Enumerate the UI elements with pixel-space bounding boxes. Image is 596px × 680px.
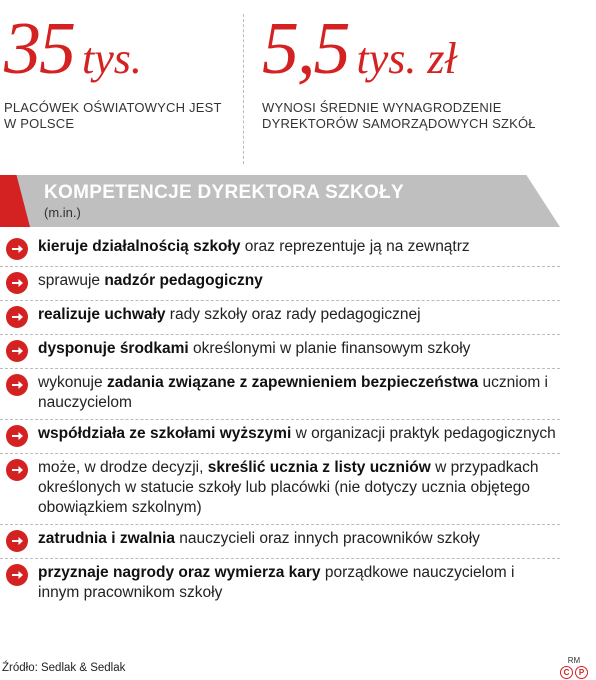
stat-number: 35 bbox=[4, 8, 74, 90]
list-item-text bbox=[38, 305, 560, 325]
emphasis-text: zadania związane z zapewnieniem bezpieczeństwa bbox=[106, 374, 479, 391]
arrow-right-circle-icon bbox=[6, 530, 28, 552]
arrow-right-circle-icon bbox=[6, 425, 28, 447]
list-item-text bbox=[38, 424, 560, 444]
arrow-right-circle-icon bbox=[6, 238, 28, 260]
footer bbox=[0, 656, 596, 680]
p-icon: P bbox=[575, 666, 588, 679]
stat-big-value bbox=[262, 8, 592, 90]
list-item-text bbox=[38, 339, 560, 359]
plain-text: porządkowe nauczycielom i innym pracownikom szkoły bbox=[38, 564, 515, 601]
plain-text: oraz reprezentuje ją na zewnątrz bbox=[240, 238, 470, 255]
badge-label: RM bbox=[567, 656, 581, 665]
stats-panel bbox=[0, 0, 596, 170]
arrow-right-circle-icon bbox=[6, 340, 28, 362]
section-header bbox=[0, 175, 596, 227]
badge-circles bbox=[560, 666, 588, 679]
stat-big-value bbox=[4, 8, 234, 90]
competence-list bbox=[0, 233, 560, 609]
rm-badge bbox=[560, 656, 588, 679]
stat-unit: tys. bbox=[82, 34, 142, 83]
list-item-text bbox=[38, 458, 560, 518]
plain-text: w organizacji praktyk pedagogicznych bbox=[291, 425, 556, 442]
plain-text: uczniom i nauczycielom bbox=[38, 374, 548, 411]
list-item bbox=[0, 559, 560, 609]
list-item-text bbox=[38, 529, 560, 549]
plain-text: rady szkoły oraz rady pedagogicznej bbox=[165, 306, 421, 323]
section-subtitle: (m.in.) bbox=[44, 205, 81, 220]
plain-text: wykonuje bbox=[38, 374, 107, 391]
list-item-text bbox=[38, 271, 560, 291]
list-item bbox=[0, 267, 560, 301]
list-item-text bbox=[38, 237, 560, 257]
list-item bbox=[0, 233, 560, 267]
stat-description: WYNOSI ŚREDNIE WYNAGRODZENIE DYREKTORÓW SAMORZĄDOWYCH SZKÓŁ bbox=[262, 100, 536, 131]
stat-institutions bbox=[4, 8, 234, 132]
arrow-right-circle-icon bbox=[6, 272, 28, 294]
arrow-right-circle-icon bbox=[6, 564, 28, 586]
section-title: KOMPETENCJE DYREKTORA SZKOŁY bbox=[44, 182, 404, 203]
stat-salary bbox=[262, 8, 592, 132]
plain-text: określonymi w planie finansowym szkoły bbox=[188, 340, 471, 357]
list-item bbox=[0, 301, 560, 335]
emphasis-text: kieruje działalnością szkoły bbox=[38, 238, 241, 255]
list-item-text bbox=[38, 373, 560, 413]
emphasis-text: przyznaje nagrody oraz wymierza kary bbox=[38, 564, 321, 581]
list-item bbox=[0, 525, 560, 559]
emphasis-text: nadzór pedagogiczny bbox=[104, 272, 263, 289]
list-item-text bbox=[38, 563, 560, 603]
emphasis-text: zatrudnia i zwalnia bbox=[38, 530, 175, 547]
source-note: Źródło: Sedlak & Sedlak bbox=[2, 662, 126, 674]
stat-number: 5,5 bbox=[262, 8, 349, 90]
list-item bbox=[0, 454, 560, 525]
stats-divider bbox=[243, 14, 244, 164]
copyright-icon: C bbox=[560, 666, 573, 679]
list-item bbox=[0, 420, 560, 454]
emphasis-text: skreślić ucznia z listy uczniów bbox=[207, 459, 431, 476]
plain-text: nauczycieli oraz innych pracowników szkoły bbox=[174, 530, 480, 547]
emphasis-text: dysponuje środkami bbox=[38, 340, 189, 357]
arrow-right-circle-icon bbox=[6, 306, 28, 328]
stat-unit: tys. zł bbox=[356, 34, 457, 83]
arrow-right-circle-icon bbox=[6, 459, 28, 481]
arrow-right-circle-icon bbox=[6, 374, 28, 396]
plain-text: w przypadkach określonych w statucie szkoły lub placówki (nie dotyczy ucznia objętego obowiązkiem szkolnym) bbox=[38, 459, 539, 516]
list-item bbox=[0, 369, 560, 420]
emphasis-text: współdziała ze szkołami wyższymi bbox=[38, 425, 292, 442]
emphasis-text: realizuje uchwały bbox=[38, 306, 166, 323]
plain-text: może, w drodze decyzji, bbox=[38, 459, 208, 476]
stat-description: PLACÓWEK OŚWIATOWYCH JEST W POLSCE bbox=[4, 100, 222, 131]
plain-text: sprawuje bbox=[38, 272, 105, 289]
list-item bbox=[0, 335, 560, 369]
